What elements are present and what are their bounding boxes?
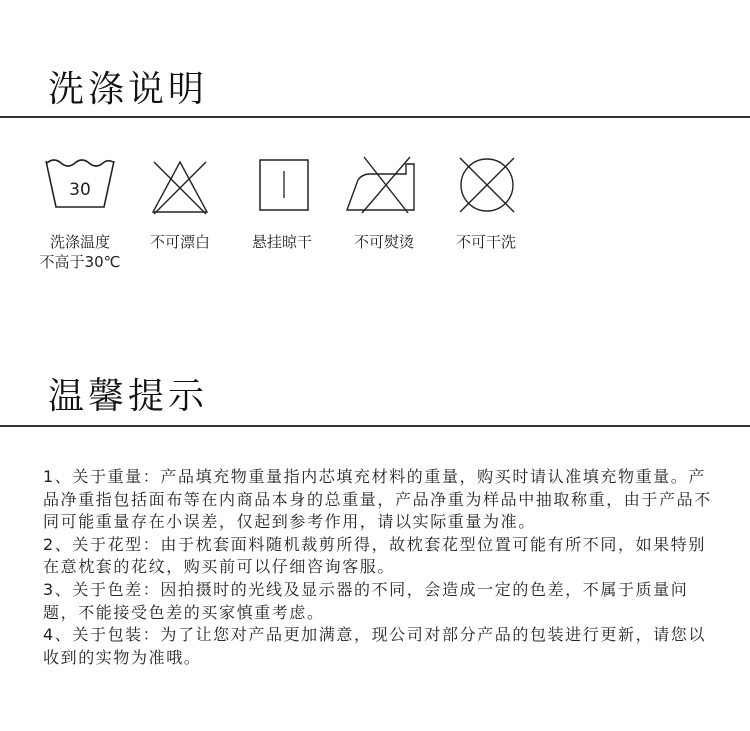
tips-list <box>43 466 723 669</box>
washing-section-title: 洗涤说明 <box>48 69 209 110</box>
tips-title-divider <box>0 425 750 427</box>
tips-section-title: 温馨提示 <box>48 376 209 417</box>
no-dry-clean-icon <box>456 154 518 216</box>
no-iron-caption: 不可熨烫 <box>353 233 414 251</box>
no-iron-icon <box>344 154 424 216</box>
hang-dry-icon <box>258 158 310 212</box>
no-bleach-caption: 不可漂白 <box>149 233 210 251</box>
wash-temperature-caption <box>30 232 130 272</box>
hang-dry-caption: 悬挂晾干 <box>251 233 312 251</box>
wash-basin-icon <box>44 155 116 211</box>
tip-pattern: 2、关于花型：由于枕套面料随机裁剪所得，故枕套花型位置可能有所不同，如果特别在意枕套的花纹，购买前可以仔细咨询客服。 <box>43 534 706 577</box>
wash-temperature-label: 30 <box>69 180 91 200</box>
tip-weight: 1、关于重量：产品填充物重量指内芯填充材料的重量，购买时请认准填充物重量。产品净重指包括面布等在内商品本身的总重量，产品净重为样品中抽取称重，由于产品不同可能重量存在小误差，仅起到参考作用，请以实际重量为准。 <box>43 467 712 532</box>
tip-color-difference: 3、关于色差：因拍摄时的光线及显示器的不同，会造成一定的色差，不属于质量问题，不能接受色差的买家慎重考虑。 <box>43 579 689 622</box>
wash-temperature-caption-line2: 不高于30℃ <box>39 253 121 271</box>
wash-temperature-caption-line1: 洗涤温度 <box>49 233 110 251</box>
no-dry-clean-caption: 不可干洗 <box>455 233 516 251</box>
washing-title-divider <box>0 116 750 118</box>
no-bleach-icon <box>150 158 210 216</box>
tip-packaging: 4、关于包装：为了让您对产品更加满意，现公司对部分产品的包装进行更新，请您以收到的实物为准哦。 <box>43 625 706 667</box>
